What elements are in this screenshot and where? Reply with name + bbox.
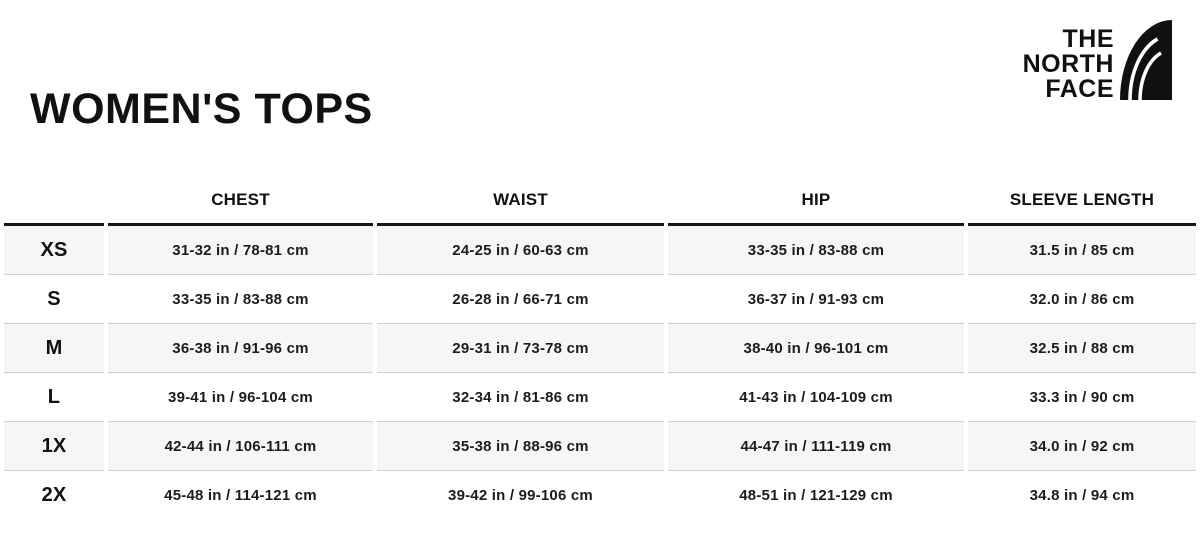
row-size-label: XS (4, 226, 104, 275)
sleeve-value: 34.0 in / 92 cm (968, 422, 1196, 471)
row-size-label: L (4, 373, 104, 422)
row-size-label: S (4, 275, 104, 324)
hip-value: 44-47 in / 111-119 cm (668, 422, 964, 471)
sleeve-value: 33.3 in / 90 cm (968, 373, 1196, 422)
north-face-logo (1023, 20, 1172, 102)
column-header-waist: WAIST (377, 160, 664, 226)
north-face-wordmark (1023, 27, 1114, 102)
table-row (4, 226, 1196, 275)
chest-value: 45-48 in / 114-121 cm (164, 486, 317, 504)
wordmark-line-north: NORTH (1022, 50, 1114, 78)
chest-value: 33-35 in / 83-88 cm (108, 275, 373, 324)
sleeve-value: 31.5 in / 85 cm (968, 226, 1196, 275)
table-row (4, 471, 1196, 519)
table-row (4, 324, 1196, 373)
chest-value: 36-38 in / 91-96 cm (108, 324, 373, 373)
waist-value: 32-34 in / 81-86 cm (377, 373, 664, 422)
row-size-label: 1X (4, 422, 104, 471)
size-chart (0, 160, 1200, 519)
row-size-label: 2X (41, 483, 67, 506)
column-header-hip: HIP (668, 160, 964, 226)
waist-value: 24-25 in / 60-63 cm (377, 226, 664, 275)
sleeve-value: 32.5 in / 88 cm (968, 324, 1196, 373)
half-dome-icon (1120, 20, 1172, 100)
table-row (4, 373, 1196, 422)
hip-value: 41-43 in / 104-109 cm (668, 373, 964, 422)
hip-value: 48-51 in / 121-129 cm (739, 486, 893, 504)
table-row (4, 422, 1196, 471)
waist-value: 39-42 in / 99-106 cm (448, 486, 593, 504)
waist-value: 26-28 in / 66-71 cm (377, 275, 664, 324)
column-header-sleeve: SLEEVE LENGTH (968, 160, 1196, 226)
wordmark-line-face: FACE (1045, 75, 1114, 103)
waist-value: 29-31 in / 73-78 cm (377, 324, 664, 373)
hip-value: 38-40 in / 96-101 cm (668, 324, 964, 373)
table-row (4, 275, 1196, 324)
row-size-label: M (4, 324, 104, 373)
size-table (0, 160, 1200, 519)
hip-value: 36-37 in / 91-93 cm (668, 275, 964, 324)
sleeve-value: 34.8 in / 94 cm (1029, 486, 1135, 504)
page-title: WOMEN'S TOPS (30, 84, 373, 133)
chest-value: 42-44 in / 106-111 cm (108, 422, 373, 471)
sleeve-value: 32.0 in / 86 cm (968, 275, 1196, 324)
wordmark-line-the: THE (1062, 25, 1114, 53)
column-header-size (4, 160, 104, 226)
column-header-chest: CHEST (108, 160, 373, 226)
hip-value: 33-35 in / 83-88 cm (668, 226, 964, 275)
chest-value: 31-32 in / 78-81 cm (108, 226, 373, 275)
size-table-body (4, 226, 1196, 519)
chest-value: 39-41 in / 96-104 cm (108, 373, 373, 422)
waist-value: 35-38 in / 88-96 cm (377, 422, 664, 471)
header-row (4, 160, 1196, 226)
